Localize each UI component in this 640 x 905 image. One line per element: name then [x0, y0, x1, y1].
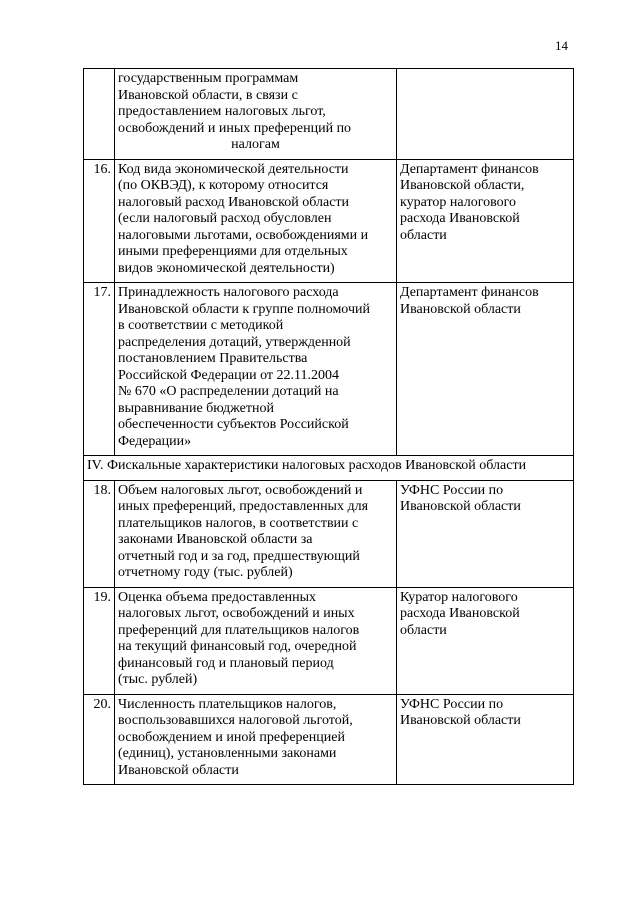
indicator-name-line: постановлением Правительства [118, 351, 308, 366]
indicator-name-line: выравнивание бюджетной [118, 400, 274, 416]
indicator-name-line: воспользовавшихся налоговой льготой, [118, 713, 353, 728]
indicator-name-line: налоговый расход Ивановской области [118, 194, 350, 210]
indicator-name-line: налоговыми льготами, освобождениями и [118, 227, 369, 243]
indicator-name-line: в соответствии с методикой [118, 318, 284, 333]
row-number: 17. [84, 283, 115, 456]
indicator-name-line: законами Ивановской области за [118, 532, 313, 547]
responsible-line: Ивановской области [400, 301, 521, 317]
responsible-cell [397, 480, 574, 587]
indicator-name-line: освобождением и иной преференцией [118, 729, 345, 745]
responsible-line: расхода Ивановской [400, 211, 520, 226]
indicator-name-cell [115, 69, 397, 160]
indicator-name-cell [115, 694, 397, 785]
responsible-line: Департамент финансов [400, 161, 539, 177]
row-number: 20. [84, 694, 115, 785]
indicator-name-line: Объем налоговых льгот, освобождений и [118, 482, 363, 498]
indicator-name-line: предоставлением налоговых льгот, [118, 104, 326, 119]
indicator-name-line: Численность плательщиков налогов, [118, 696, 337, 712]
indicator-name-line: преференций для плательщиков налогов [118, 622, 360, 638]
responsible-line: Ивановской области [400, 713, 521, 728]
responsible-line: Департамент финансов [400, 285, 539, 300]
indicator-name-line: Федерации» [118, 433, 192, 449]
indicator-name-line: (единиц), установленными законами [118, 746, 337, 761]
indicator-name-line: Российской Федерации от 22.11.2004 [118, 367, 340, 383]
section-heading-row [84, 456, 574, 481]
indicator-name-line: (если налоговый расход обусловлен [118, 211, 332, 226]
indicator-name-cell [115, 283, 397, 456]
table-body [84, 69, 574, 785]
indicator-name-line: налогам [231, 137, 280, 152]
indicator-name-cell [115, 587, 397, 694]
indicator-name-line: Ивановской области [118, 762, 239, 778]
indicator-name-line: иных преференций, предоставленных для [118, 499, 369, 514]
indicator-name-line: плательщиков налогов, в соответствии с [118, 515, 359, 531]
indicator-name-line: Ивановской области к группе полномочий [118, 301, 370, 317]
row-number [84, 69, 115, 160]
indicator-name-line: налоговых льгот, освобождений и иных [118, 606, 355, 621]
indicator-name-line: отчетный год и за год, предшествующий [118, 548, 360, 564]
indicator-name-line: финансовый год и плановый период [118, 655, 334, 671]
responsible-line: расхода Ивановской [400, 606, 520, 621]
responsible-line: УФНС России по [400, 482, 504, 498]
indicators-table [83, 68, 574, 785]
indicator-name-line: Код вида экономической деятельности [118, 161, 349, 177]
responsible-cell [397, 69, 574, 160]
indicator-name-line: Оценка объема предоставленных [118, 589, 317, 605]
row-number: 16. [84, 159, 115, 283]
table-row [84, 480, 574, 587]
indicator-name-cell [115, 480, 397, 587]
indicator-name-line: видов экономической деятельности) [118, 260, 335, 276]
indicator-name-line: освобождений и иных преференций по [118, 120, 352, 136]
table-row [84, 69, 574, 160]
table-row [84, 587, 574, 694]
indicator-name-line: обеспеченности субъектов Российской [118, 417, 349, 432]
indicator-name-line: № 670 «О распределении дотаций на [118, 384, 339, 399]
responsible-line: области [400, 622, 447, 638]
page-number: 14 [555, 38, 568, 53]
table-row [84, 283, 574, 456]
responsible-line: области [400, 227, 447, 243]
responsible-line: Ивановской области, [400, 178, 525, 193]
row-number: 18. [84, 480, 115, 587]
indicator-name-line: Ивановской области, в связи с [118, 87, 298, 103]
indicator-name-line: отчетному году (тыс. рублей) [118, 565, 293, 580]
responsible-cell [397, 159, 574, 283]
responsible-line: куратор налогового [400, 194, 517, 210]
indicator-name-line: (тыс. рублей) [118, 672, 198, 687]
row-number: 19. [84, 587, 115, 694]
indicator-name-line: на текущий финансовый год, очередной [118, 639, 357, 654]
table-row [84, 159, 574, 283]
table-row [84, 694, 574, 785]
responsible-line: Куратор налогового [400, 589, 518, 605]
responsible-line: Ивановской области [400, 499, 521, 514]
indicator-name-line: Принадлежность налогового расхода [118, 285, 339, 300]
indicator-name-line: государственным программам [118, 71, 299, 86]
indicator-name-line: (по ОКВЭД), к которому относится [118, 178, 329, 193]
indicator-name-cell [115, 159, 397, 283]
section-heading: IV. Фискальные характеристики налоговых расходов Ивановской области [84, 456, 574, 481]
responsible-cell [397, 283, 574, 456]
indicator-name-line: иными преференциями для отдельных [118, 244, 348, 259]
responsible-cell [397, 694, 574, 785]
responsible-line: УФНС России по [400, 696, 504, 712]
indicator-name-line: распределения дотаций, утвержденной [118, 334, 351, 350]
responsible-cell [397, 587, 574, 694]
